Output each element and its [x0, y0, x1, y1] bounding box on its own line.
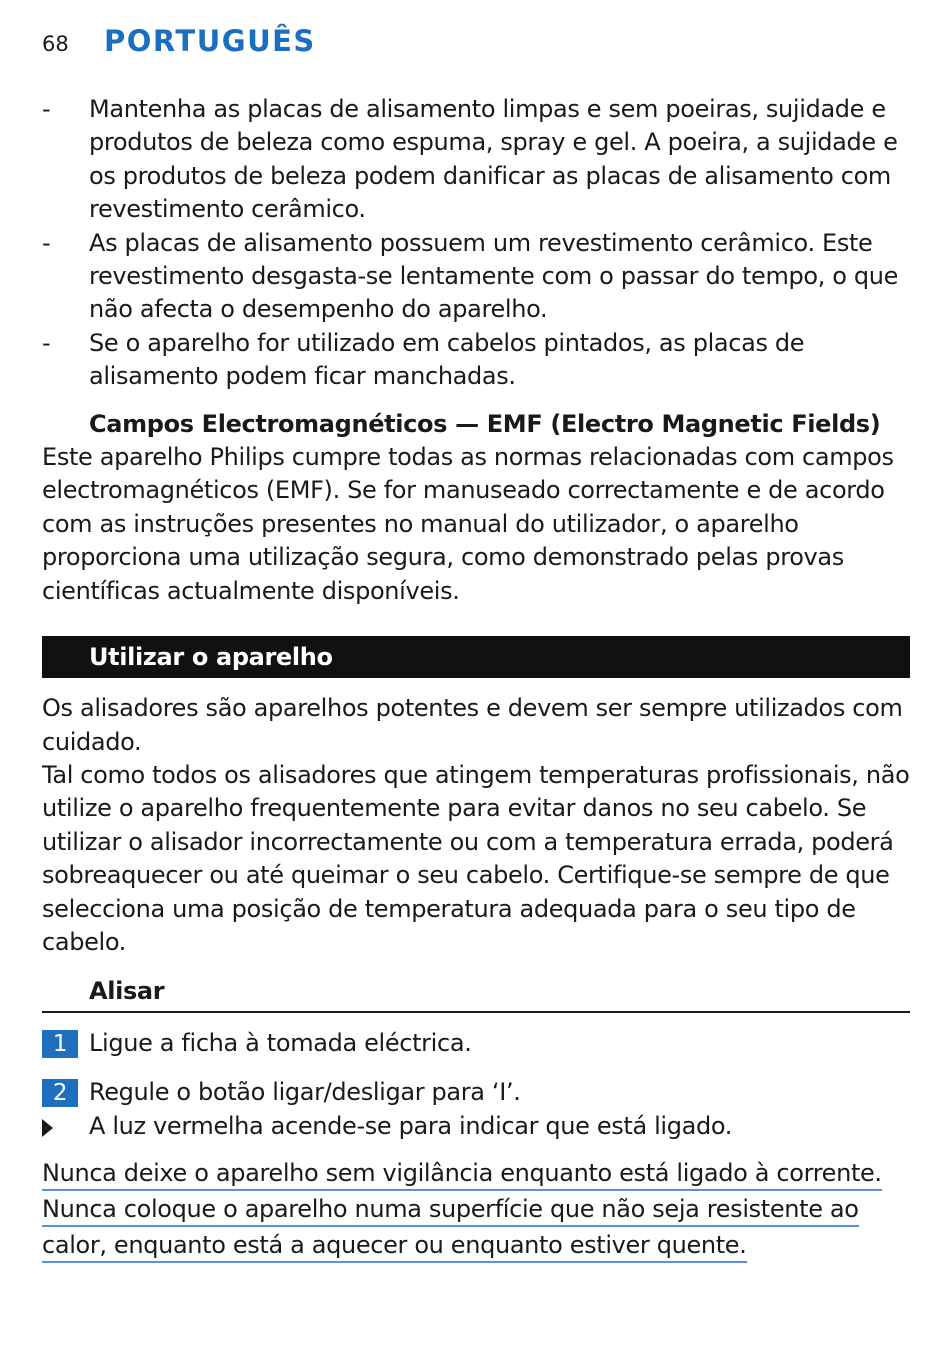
bullet-text: Mantenha as placas de alisamento limpas e sem poeiras, sujidade e produtos de beleza como espuma, spray e gel. A poeira, a sujidade e os produtos de beleza podem danificar as placas de alisamento com revestimento cerâmico.: [89, 95, 898, 224]
result-arrow-icon: [42, 1119, 53, 1137]
list-item: [42, 327, 910, 394]
alisar-heading: Alisar: [42, 975, 910, 1012]
step-item: [42, 1027, 910, 1060]
step-result: [42, 1110, 910, 1143]
bullet-text: Se o aparelho for utilizado em cabelos pintados, as placas de alisamento podem ficar manchadas.: [89, 328, 805, 391]
care-bullet-list: [42, 93, 910, 394]
page-content: [42, 93, 910, 1265]
list-item: [42, 93, 910, 227]
bullet-dash: -: [42, 228, 51, 257]
page-number: 68: [42, 32, 69, 56]
step-list: [42, 1027, 910, 1143]
emf-paragraph: Este aparelho Philips cumpre todas as normas relacionadas com campos electromagnéticos (EMF). Se for manuseado correctamente e de acordo com as instruções presentes no manual do utilizador, o aparelho proporciona uma utilização segura, como demonstrado pelas provas científicas actualmente disponíveis.: [42, 443, 894, 605]
bullet-text: As placas de alisamento possuem um revestimento cerâmico. Este revestimento desgasta-se lentamente com o passar do tempo, o que não afecta o desempenho do aparelho.: [89, 228, 899, 324]
usage-paragraph-2: Tal como todos os alisadores que atingem temperaturas profissionais, não utilize o aparelho frequentemente para evitar danos no seu cabelo. Se utilizar o alisador incorrectamente ou com a temperatura errada, poderá sobreaquecer ou até queimar o seu cabelo. Certifique-se sempre de que selecciona uma posição de temperatura adequada para o seu tipo de cabelo.: [42, 760, 910, 956]
warning-line: Nunca coloque o aparelho numa superfície que não seja resistente ao: [42, 1194, 859, 1227]
step-item: [42, 1076, 910, 1109]
section-title-bar: Utilizar o aparelho: [42, 636, 910, 678]
language-heading: PORTUGUÊS: [104, 24, 316, 58]
step-text: Ligue a ficha à tomada eléctrica.: [89, 1028, 472, 1057]
emf-heading: Campos Electromagnéticos — EMF (Electro Magnetic Fields): [89, 409, 881, 438]
step-number-badge: 1: [42, 1030, 78, 1058]
bullet-dash: -: [42, 95, 51, 123]
warning-line: Nunca deixe o aparelho sem vigilância enquanto está ligado à corrente.: [42, 1158, 882, 1191]
warning-block: [42, 1157, 910, 1265]
usage-paragraph-1: Os alisadores são aparelhos potentes e devem ser sempre utilizados com cuidado.: [42, 694, 903, 756]
list-item: [42, 227, 910, 327]
warning-line: calor, enquanto está a aquecer ou enquanto estiver quente.: [42, 1230, 747, 1263]
bullet-dash: -: [42, 328, 51, 357]
step-text: Regule o botão ligar/desligar para ‘I’.: [89, 1078, 521, 1107]
result-text: A luz vermelha acende-se para indicar que está ligado.: [89, 1111, 733, 1140]
step-number-badge: 2: [42, 1079, 78, 1107]
